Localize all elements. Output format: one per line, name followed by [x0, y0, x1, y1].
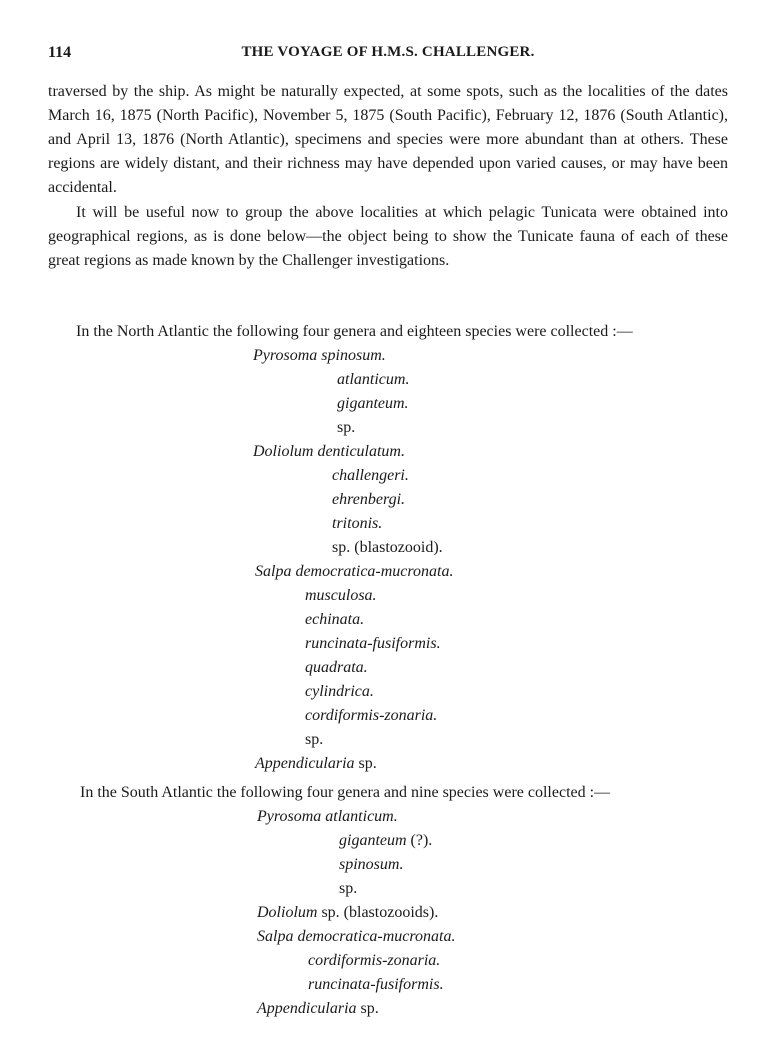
sa-spinosum — [339, 853, 403, 877]
species-name: Pyrosoma atlanticum. — [257, 808, 398, 825]
species-name: runcinata-fusiformis. — [308, 976, 444, 993]
na-pyrosoma-sp — [337, 416, 355, 440]
species-name: sp. — [339, 880, 358, 897]
species-note: (blastozooid). — [350, 539, 443, 556]
species-name: atlanticum. — [337, 371, 410, 388]
species-name: runcinata-fusiformis. — [305, 635, 441, 652]
na-pyrosoma — [253, 344, 386, 368]
na-musculosa — [305, 584, 377, 608]
species-note: (?). — [406, 832, 433, 849]
na-echinata — [305, 608, 364, 632]
na-salpa-sp — [305, 728, 323, 752]
species-name: echinata. — [305, 611, 365, 628]
page-number: 114 — [48, 44, 72, 61]
paragraph-2: It will be useful now to group the above localities at which pelagic Tunicata were obtained into geographical regions, as is done below—the object being to show the Tunicate fauna of each of these great regions as made known by the Challenger investigations. — [48, 204, 728, 269]
sa-giganteum — [339, 829, 432, 853]
genus-name: Appendicularia — [255, 755, 355, 772]
sa-pyrosoma — [257, 805, 398, 829]
species-name: sp. — [337, 419, 356, 436]
na-challengeri — [332, 464, 409, 488]
sa-salpa — [257, 925, 455, 949]
na-atlanticum — [337, 368, 409, 392]
sa-pyrosoma-sp — [339, 877, 357, 901]
species-name: ehrenbergi. — [332, 491, 406, 508]
species-name: sp. (blastozooids). — [317, 904, 439, 921]
na-ehrenbergi — [332, 488, 405, 512]
species-name: sp. — [332, 539, 351, 556]
page-header — [48, 44, 728, 64]
na-quadrata — [305, 656, 368, 680]
genus-name: Doliolum — [257, 904, 318, 921]
species-name: sp. — [354, 755, 377, 772]
na-runcinata — [305, 632, 441, 656]
species-name: musculosa. — [305, 587, 377, 604]
species-name: cordiformis-zonaria. — [305, 707, 438, 724]
south-atlantic-intro: In the South Atlantic the following four genera and nine species were collected :— — [80, 784, 611, 801]
sa-cordiformis — [308, 949, 440, 973]
na-salpa — [255, 560, 453, 584]
species-name: cordiformis-zonaria. — [308, 952, 441, 969]
species-name: challengeri. — [332, 467, 409, 484]
species-name: cylindrica. — [305, 683, 374, 700]
na-cylindrica — [305, 680, 374, 704]
na-doliolum-sp — [332, 536, 443, 560]
species-name: Doliolum denticulatum. — [253, 443, 405, 460]
na-giganteum — [337, 392, 409, 416]
species-name: sp. — [356, 1000, 379, 1017]
species-name: giganteum. — [337, 395, 409, 412]
na-tritonis — [332, 512, 382, 536]
species-name: Salpa democratica-mucronata. — [255, 563, 454, 580]
running-title: THE VOYAGE OF H.M.S. CHALLENGER. — [241, 44, 535, 60]
species-name: tritonis. — [332, 515, 383, 532]
na-appendicularia — [255, 752, 377, 776]
sa-appendicularia — [257, 997, 379, 1021]
na-doliolum — [253, 440, 405, 464]
north-atlantic-intro: In the North Atlantic the following four genera and eighteen species were collected :— — [76, 323, 633, 340]
na-cordiformis — [305, 704, 437, 728]
paragraph-1: traversed by the ship. As might be naturally expected, at some spots, such as the localities of the dates March 16, 1875 (North Pacific), November 5, 1875 (South Pacific), February 12, 1876 (South Atlantic), and April 13, 1876 (North Atlantic), specimens and species were more abundant than at others. These regions are widely distant, and their richness may have depended upon varied causes, or may have been accidental. — [48, 83, 728, 196]
species-name: giganteum — [339, 832, 407, 849]
sa-doliolum — [257, 901, 438, 925]
species-name: sp. — [305, 731, 324, 748]
species-name: Salpa democratica-mucronata. — [257, 928, 456, 945]
species-name: quadrata. — [305, 659, 368, 676]
genus-name: Appendicularia — [257, 1000, 357, 1017]
species-name: spinosum. — [339, 856, 404, 873]
species-name: Pyrosoma spinosum. — [253, 347, 386, 364]
sa-runcinata — [308, 973, 444, 997]
